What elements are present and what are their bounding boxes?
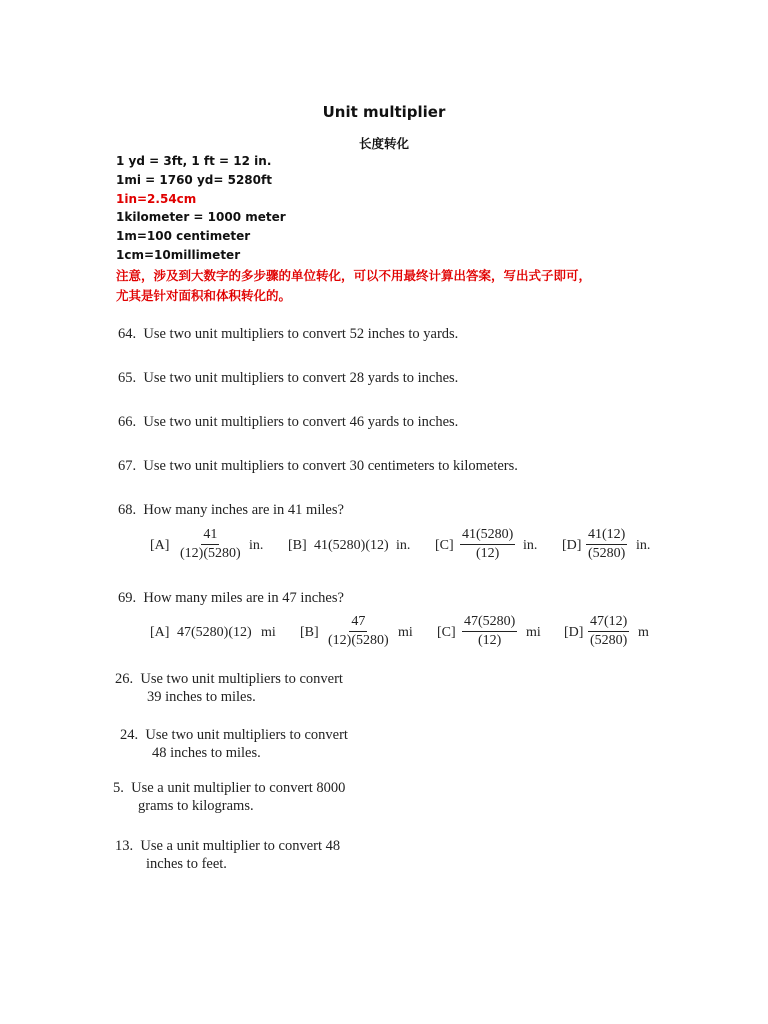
question-text-line-1: Use a unit multiplier to convert 8000 xyxy=(131,780,346,796)
choice-b-unit: in. xyxy=(396,538,411,553)
choice-c-unit: in. xyxy=(523,538,538,553)
question-number: 66. xyxy=(118,414,137,430)
choice-b-unit: mi xyxy=(398,625,413,640)
choice-c-fraction xyxy=(460,527,515,562)
note-text xyxy=(116,266,676,306)
question-number: 64. xyxy=(118,326,137,342)
question-text: How many miles are in 47 inches? xyxy=(143,590,344,606)
fraction-numerator: 47(5280) xyxy=(462,614,517,632)
fraction-denominator: (5280) xyxy=(590,633,628,648)
question-text: How many inches are in 41 miles? xyxy=(143,502,344,518)
question-text: Use two unit multipliers to convert 28 yards to inches. xyxy=(143,370,459,386)
question-text-line-1: Use two unit multipliers to convert xyxy=(145,727,348,743)
question-5 xyxy=(113,779,345,815)
fact-meter: 1m=100 centimeter xyxy=(116,229,251,243)
fraction-denominator: (12) xyxy=(478,633,502,648)
question-text: Use two unit multipliers to convert 46 yards to inches. xyxy=(143,414,459,430)
choice-d-fraction xyxy=(588,614,629,649)
choice-c-label: [C] xyxy=(435,538,454,553)
choice-d-fraction xyxy=(586,527,627,562)
question-68 xyxy=(118,502,344,519)
question-24 xyxy=(120,726,348,762)
fact-yard-foot: 1 yd = 3ft, 1 ft = 12 in. xyxy=(116,154,272,168)
question-number: 24. xyxy=(120,727,139,743)
choice-a-label: [A] xyxy=(150,625,170,640)
fact-kilometer: 1kilometer = 1000 meter xyxy=(116,210,286,224)
fraction-denominator: (12) xyxy=(476,546,500,561)
fraction-numerator: 47 xyxy=(349,614,367,632)
fraction-numerator: 41(5280) xyxy=(460,527,515,545)
choice-c-label: [C] xyxy=(437,625,456,640)
fraction-denominator: (12)(5280) xyxy=(328,633,389,648)
choice-c-unit: mi xyxy=(526,625,541,640)
question-text-line-2: 48 inches to miles. xyxy=(152,745,261,761)
choice-d-unit: m xyxy=(638,625,649,640)
question-number: 68. xyxy=(118,502,137,518)
question-64 xyxy=(118,326,458,343)
question-number: 5. xyxy=(113,780,124,796)
question-13 xyxy=(115,837,340,873)
question-number: 65. xyxy=(118,370,137,386)
question-number: 67. xyxy=(118,458,137,474)
question-65 xyxy=(118,370,458,387)
choice-c-fraction xyxy=(462,614,517,649)
question-text-line-2: 39 inches to miles. xyxy=(147,689,256,705)
question-text-line-2: grams to kilograms. xyxy=(138,798,254,814)
fraction-numerator: 41 xyxy=(201,527,219,545)
question-text-line-1: Use two unit multipliers to convert xyxy=(140,671,343,687)
choice-b-expression: 41(5280)(12) xyxy=(314,538,389,553)
fraction-numerator: 41(12) xyxy=(586,527,627,545)
question-number: 13. xyxy=(115,838,134,854)
question-66 xyxy=(118,414,458,431)
question-text-line-1: Use a unit multiplier to convert 48 xyxy=(140,838,341,854)
question-number: 26. xyxy=(115,671,134,687)
choice-a-fraction xyxy=(178,527,243,562)
choice-d-label: [D] xyxy=(564,625,584,640)
fraction-denominator: (12)(5280) xyxy=(180,546,241,561)
question-26 xyxy=(115,670,343,706)
choice-a-label: [A] xyxy=(150,538,170,553)
fact-mile: 1mi = 1760 yd= 5280ft xyxy=(116,173,272,187)
page-title: Unit multiplier xyxy=(322,103,446,121)
question-number: 69. xyxy=(118,590,137,606)
choice-a-unit: in. xyxy=(249,538,264,553)
choice-a-unit: mi xyxy=(261,625,276,640)
fraction-denominator: (5280) xyxy=(588,546,626,561)
choice-b-fraction xyxy=(326,614,391,649)
choice-d-unit: in. xyxy=(636,538,651,553)
fact-centimeter: 1cm=10millimeter xyxy=(116,248,241,262)
question-text: Use two unit multipliers to convert 30 centimeters to kilometers. xyxy=(143,458,518,474)
question-67 xyxy=(118,458,518,475)
choice-b-label: [B] xyxy=(288,538,307,553)
page-subtitle: 长度转化 xyxy=(358,136,409,151)
question-text-line-2: inches to feet. xyxy=(146,856,227,872)
choice-b-label: [B] xyxy=(300,625,319,640)
fact-inch-cm: 1in=2.54cm xyxy=(116,192,197,206)
question-text: Use two unit multipliers to convert 52 inches to yards. xyxy=(143,326,459,342)
choice-a-expression: 47(5280)(12) xyxy=(177,625,252,640)
note-line-1: 注意，涉及到大数字的多步骤的单位转化，可以不用最终计算出答案，写出式子即可， xyxy=(116,268,592,283)
note-line-2: 尤其是针对面积和体积转化的。 xyxy=(116,288,292,303)
fraction-numerator: 47(12) xyxy=(588,614,629,632)
choice-d-label: [D] xyxy=(562,538,582,553)
question-69 xyxy=(118,590,344,607)
